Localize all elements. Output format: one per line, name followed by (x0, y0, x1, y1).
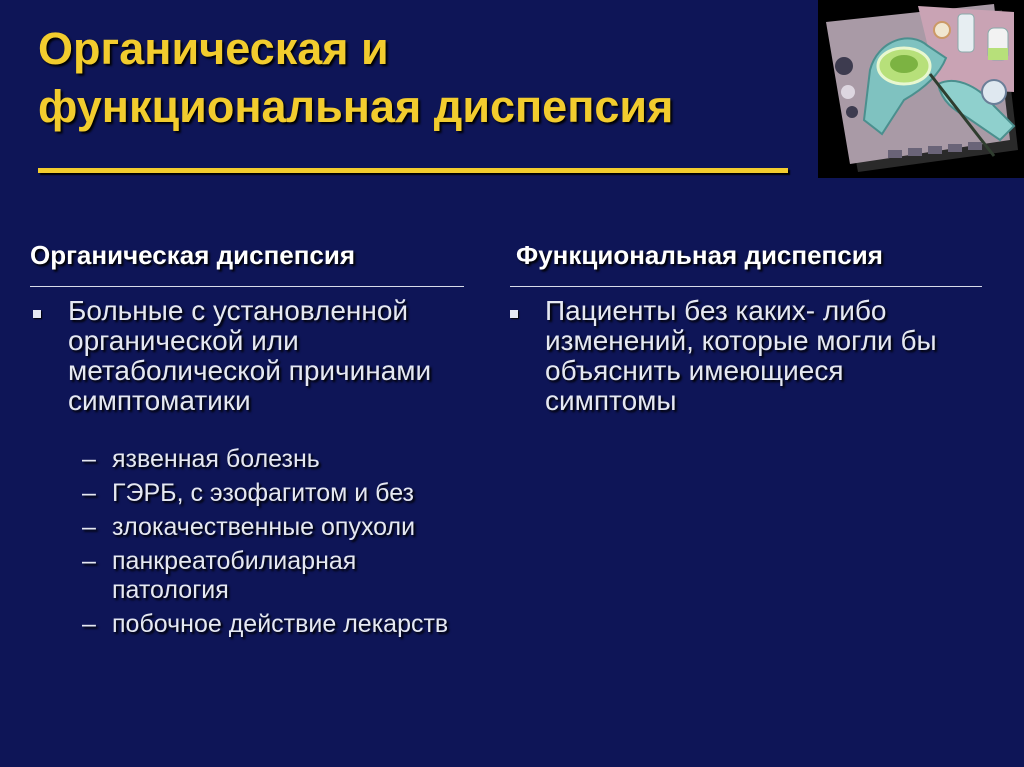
title-line-2: функциональная диспепсия (38, 81, 674, 132)
bullet-line: объяснить имеющиеся (545, 355, 844, 386)
bullet-line: изменений, которые могли бы (545, 325, 937, 356)
sub-item-ulcer: язвенная болезнь (112, 445, 320, 473)
dash-icon: – (82, 547, 96, 575)
dash-icon: – (82, 479, 96, 507)
bullet-icon (33, 310, 41, 318)
bullet-line: метаболической причинами (68, 355, 432, 386)
functional-dyspepsia-heading: Функциональная диспепсия (516, 240, 883, 270)
right-heading-rule (510, 286, 982, 287)
functional-bullet-text (545, 296, 1005, 416)
title-line-1: Органическая и (38, 23, 389, 74)
lab-hands-petri-dish-icon (818, 0, 1024, 178)
slide-title (38, 20, 808, 136)
sub-item-pancreatobiliary: панкреатобилиарная (112, 547, 357, 575)
sub-item-gerd: ГЭРБ, с эзофагитом и без (112, 479, 415, 507)
sub-item-drug-side-effects: побочное действие лекарств (112, 610, 449, 638)
bullet-line: симптоматики (68, 385, 251, 416)
title-underline (38, 168, 788, 173)
organic-bullet-text (68, 296, 488, 416)
bullet-line: органической или (68, 325, 299, 356)
sub-item-pathology: патология (112, 576, 229, 604)
organic-dyspepsia-heading: Органическая диспепсия (30, 240, 356, 270)
dash-icon: – (82, 445, 96, 473)
sub-item-tumors: злокачественные опухоли (112, 513, 416, 541)
dash-icon: – (82, 513, 96, 541)
bullet-line: симптомы (545, 385, 677, 416)
bullet-line: Пациенты без каких- либо (545, 295, 887, 326)
bullet-icon (510, 310, 518, 318)
left-heading-rule (30, 286, 464, 287)
bullet-line: Больные с установленной (68, 295, 409, 326)
dash-icon: – (82, 610, 96, 638)
